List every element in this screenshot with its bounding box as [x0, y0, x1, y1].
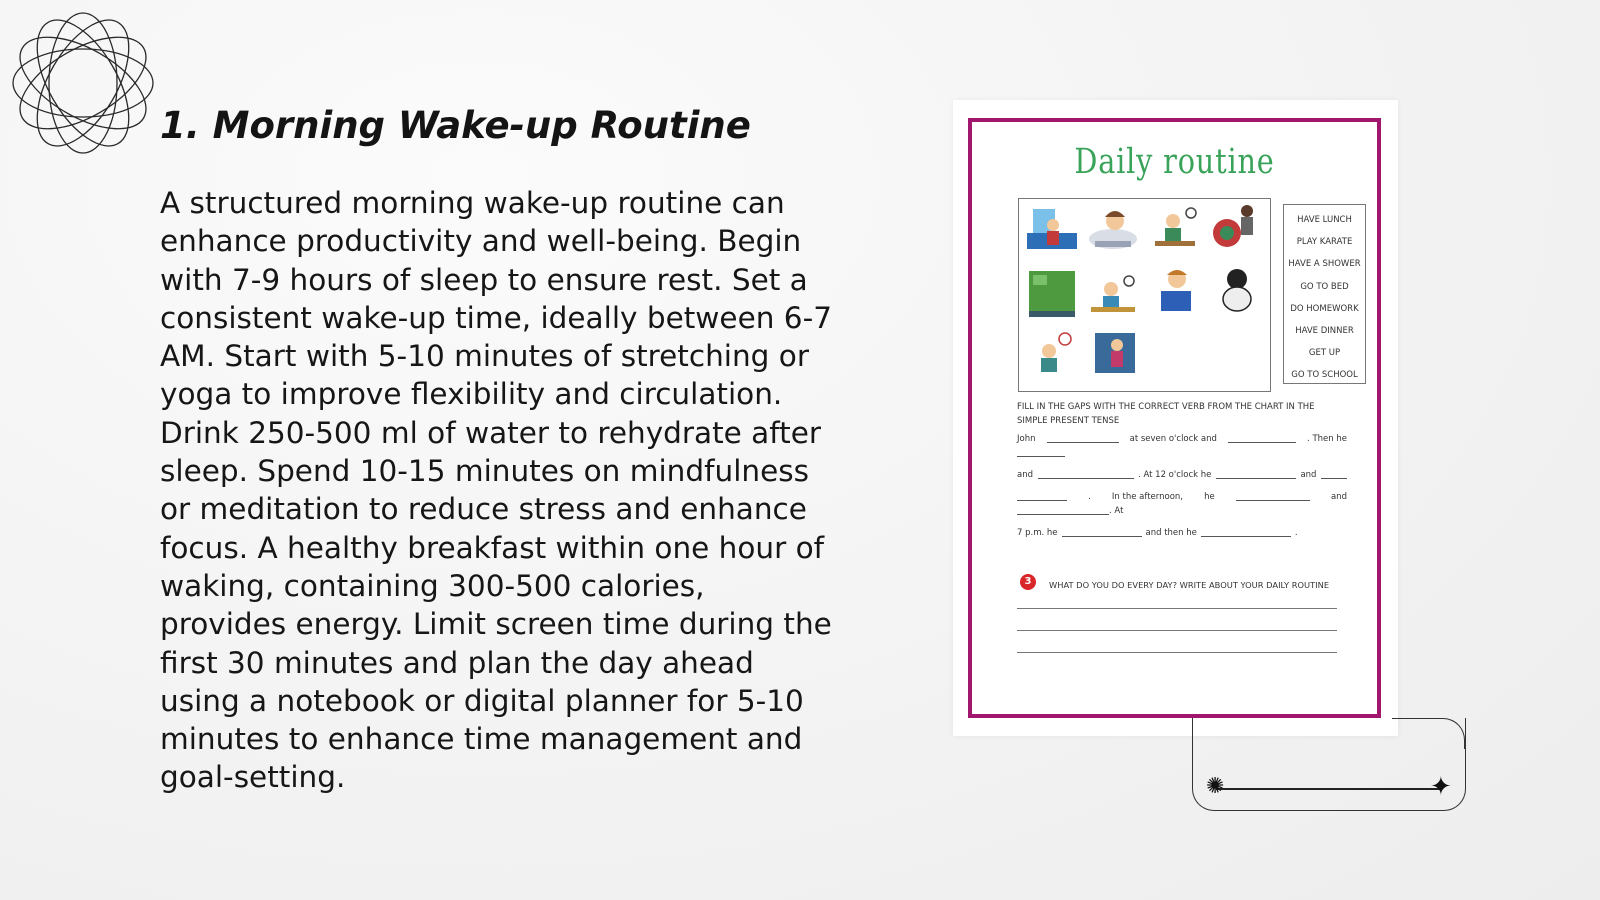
gap-blank: [1047, 434, 1119, 443]
reading-boy-picture-icon: [1147, 263, 1205, 319]
gap-blank: [1017, 506, 1109, 515]
sleeping-boy-picture-icon: [1085, 203, 1143, 259]
gap-text: and then he: [1145, 528, 1197, 538]
question-number-icon: 3: [1020, 574, 1036, 590]
worksheet-title: Daily routine: [1074, 142, 1275, 182]
homework-boy-picture-icon: [1147, 203, 1205, 259]
worksheet-gap-line-1: [1017, 434, 1347, 444]
answer-line: [1017, 630, 1337, 631]
gap-blank: [1236, 492, 1310, 501]
gap-blank: [1201, 528, 1291, 537]
verb-item: GET UP: [1308, 348, 1341, 359]
gap-text: .: [1088, 492, 1091, 502]
decorative-frame-corner: [1392, 718, 1465, 749]
gap-text: and: [1330, 492, 1347, 502]
playing-boy-picture-icon: [1023, 329, 1081, 385]
worksheet-gap-line-3: [1017, 492, 1347, 502]
gap-text: he: [1204, 492, 1215, 502]
gap-text: In the afternoon,: [1111, 492, 1184, 502]
verb-item: DO HOMEWORK: [1290, 303, 1359, 314]
gap-text: 7 p.m. he: [1017, 528, 1058, 538]
gap-text: . At: [1109, 506, 1124, 516]
worksheet-gap-line-1b: [1017, 448, 1347, 457]
verb-item: HAVE A SHOWER: [1288, 259, 1361, 270]
gap-text: . Then he: [1307, 434, 1347, 444]
decorative-line: [1216, 788, 1441, 790]
worksheet-gap-line-4: [1017, 528, 1347, 538]
karate-picture-icon: [1207, 199, 1265, 255]
answer-line: [1017, 608, 1337, 609]
starburst-icon: ✺: [1206, 774, 1225, 799]
worksheet-gap-line-3b: [1017, 506, 1347, 516]
worksheet-instruction: FILL IN THE GAPS WITH THE CORRECT VERB FROM THE CHART IN THE SIMPLE PRESENT TENSE: [1017, 402, 1315, 426]
verb-item: GO TO BED: [1300, 281, 1349, 292]
verb-item: GO TO SCHOOL: [1291, 370, 1358, 381]
eating-boy-picture-icon: [1085, 269, 1143, 325]
shower-picture-icon: [1023, 265, 1081, 321]
worksheet-gap-line-2: [1017, 470, 1347, 480]
circle-orbit-ornament-icon: [8, 8, 158, 158]
gap-text: John: [1017, 434, 1036, 444]
gap-blank: [1062, 528, 1142, 537]
gap-text: and: [1300, 470, 1317, 480]
worksheet-image-card: [953, 100, 1398, 736]
gap-blank: [1228, 434, 1296, 443]
gap-text: .: [1294, 528, 1298, 538]
gap-blank: [1038, 470, 1134, 479]
gap-blank: [1017, 448, 1065, 457]
dog-picture-icon: [1207, 261, 1265, 317]
worksheet-picture-grid: [1018, 198, 1271, 392]
worksheet-question: WHAT DO YOU DO EVERY DAY? WRITE ABOUT YOUR DAILY ROUTINE: [1049, 580, 1330, 590]
gap-blank: [1216, 470, 1296, 479]
verb-item: PLAY KARATE: [1296, 237, 1353, 248]
gap-text: . At 12 o'clock he: [1138, 470, 1212, 480]
verb-item: HAVE DINNER: [1295, 325, 1354, 336]
waking-boy-picture-icon: [1089, 327, 1147, 383]
gap-blank: [1017, 492, 1067, 501]
slide-title: 1. Morning Wake-up Routine: [160, 104, 751, 147]
gap-blank: [1321, 470, 1347, 479]
answer-line: [1017, 652, 1337, 653]
verb-item: HAVE LUNCH: [1297, 215, 1352, 225]
gap-text: at seven o'clock and: [1129, 434, 1217, 444]
four-point-sparkle-icon: ✦: [1430, 772, 1452, 802]
bed-picture-icon: [1023, 203, 1081, 259]
worksheet-daily-routine: [968, 118, 1381, 718]
gap-text: and: [1017, 470, 1033, 480]
worksheet-verb-list: [1283, 204, 1366, 384]
slide-body-text: A structured morning wake-up routine can enhance productivity and well-being. Begin with 7-9 hours of sleep to ensure rest. Set a consistent wake-up time, ideally between 6-7 AM. Start with 5-10 minutes of stretching or yoga to improve flexibility and circulation. Drink 250-500 ml of water to rehydrate after sleep. Spend 10-15 minutes on mindfulness or meditation to reduce stress and enhance focus. A healthy breakfast within one hour of waking, containing 300-500 calories, provides energy. Limit screen time during the first 30 minutes and plan the day ahead using a notebook or digital planner for 5-10 minutes to enhance time management and goal-setting.: [160, 186, 832, 795]
